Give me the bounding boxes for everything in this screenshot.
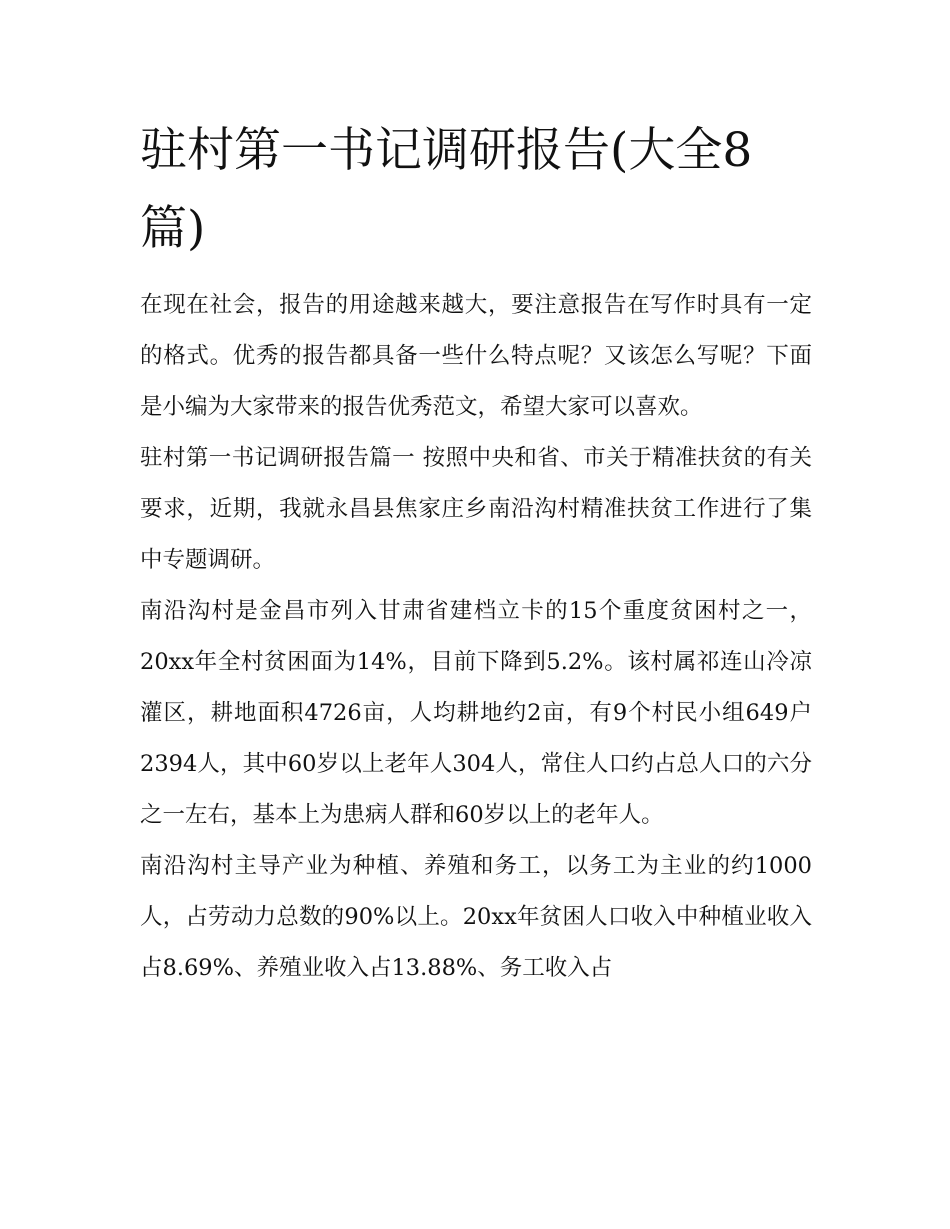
paragraph-village-overview: 南沿沟村是金昌市列入甘肃省建档立卡的15个重度贫困村之一，20xx年全村贫困面为14%，目前下降到5.2%。该村属祁连山冷凉灌区，耕地面积4726亩，人均耕地约2亩，有9个村民小组649户2394人，其中60岁以上老年人304人，常住人口约占总人口的六分之一左右，基本上为患病人群和60岁以上的老年人。 xyxy=(140,598,812,828)
document-content xyxy=(140,112,812,994)
paragraph-industry: 南沿沟村主导产业为种植、养殖和务工，以务工为主业的约1000人，占劳动力总数的90%以上。20xx年贫困人口收入中种植业收入占8.69%、养殖业收入占13.88%、务工收入占 xyxy=(140,853,812,981)
document-title: 驻村第一书记调研报告(大全8篇) xyxy=(140,123,753,256)
paragraph-intro: 在现在社会，报告的用途越来越大，要注意报告在写作时具有一定的格式。优秀的报告都具备一些什么特点呢？又该怎么写呢？下面是小编为大家带来的报告优秀范文，希望大家可以喜欢。 xyxy=(140,292,812,420)
paragraph-report-one: 驻村第一书记调研报告篇一 按照中央和省、市关于精准扶贫的有关要求，近期，我就永昌县焦家庄乡南沿沟村精准扶贫工作进行了集中专题调研。 xyxy=(140,445,812,573)
